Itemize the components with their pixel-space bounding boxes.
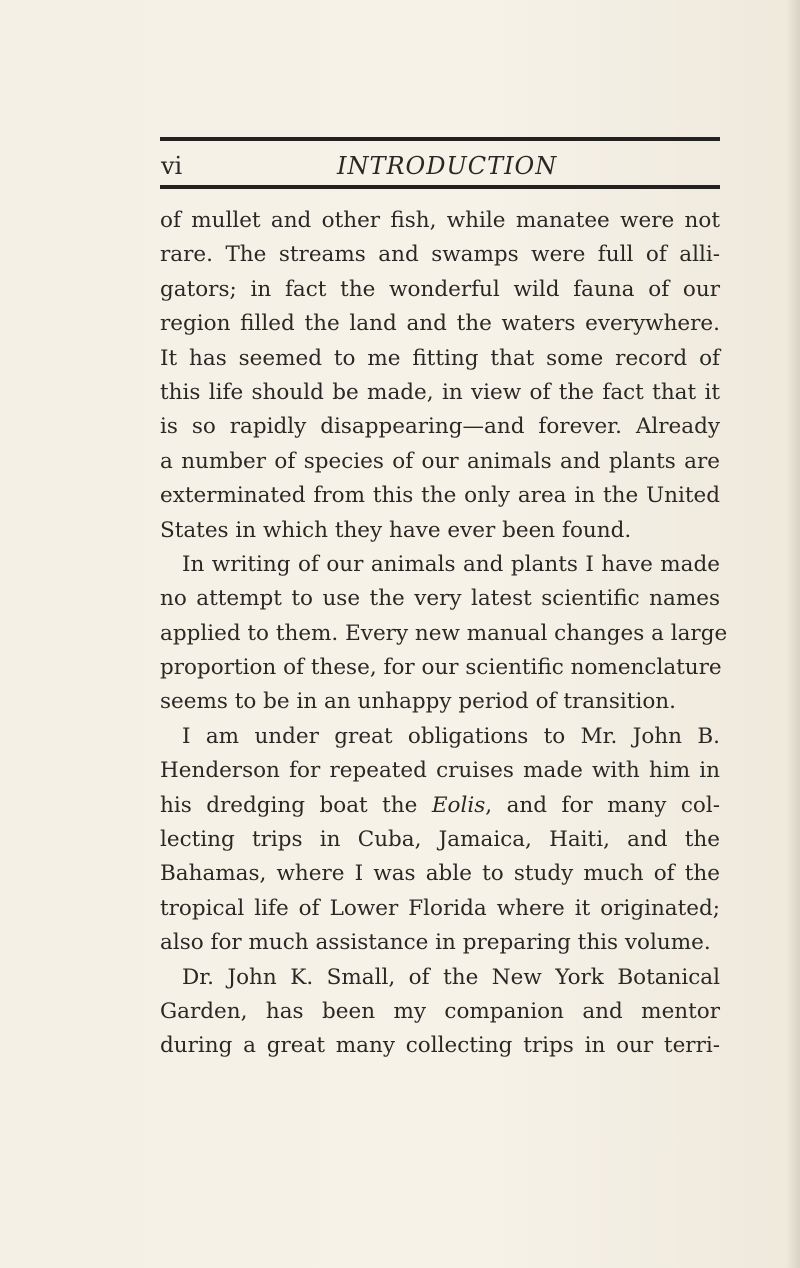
text-line: during a great many collecting trips in our terri- [160, 1033, 720, 1059]
text-line: of mullet and other fish, while manatee were not [160, 208, 720, 233]
text-line: seems to be in an unhappy period of transition. [160, 689, 676, 715]
text-line: lecting trips in Cuba, Jamaica, Haiti, and the [160, 827, 720, 853]
text-line-with-italic [160, 789, 720, 823]
text-segment: his dredging boat the [160, 792, 432, 818]
text-line: In writing of our animals and plants I have made [182, 551, 720, 577]
header-top-rule [160, 137, 720, 141]
page-edge-shadow [786, 0, 800, 1268]
body-text [160, 204, 728, 1064]
text-line: gators; in fact the wonderful wild fauna of our [160, 276, 720, 302]
text-line: region filled the land and the waters everywhere. [160, 311, 720, 337]
page-number: vi [161, 152, 183, 180]
text-line: States in which they have ever been found. [160, 517, 632, 543]
text-line: I am under great obligations to Mr. John B. [182, 723, 720, 749]
header-bottom-rule [160, 185, 720, 189]
text-line: proportion of these, for our scientific nomenclature [160, 655, 722, 681]
text-line: Henderson for repeated cruises made with him in [160, 758, 720, 784]
text-line: a number of species of our animals and plants are [160, 448, 720, 474]
text-line: exterminated from this the only area in the United [160, 483, 720, 509]
text-line: It has seemed to me fitting that some record of [160, 345, 720, 371]
running-head: INTRODUCTION [337, 152, 558, 180]
text-line: applied to them. Every new manual changes a large [160, 620, 728, 646]
text-line: Dr. John K. Small, of the New York Botanical [182, 964, 720, 990]
text-line: Bahamas, where I was able to study much of the [160, 861, 720, 887]
text-line: no attempt to use the very latest scientific names [160, 586, 720, 612]
text-line: is so rapidly disappearing—and forever. Already [160, 414, 720, 440]
page-header [160, 143, 720, 183]
text-line: Garden, has been my companion and mentor [160, 998, 720, 1024]
text-line: tropical life of Lower Florida where it originated; [160, 895, 720, 921]
boat-name: Eolis [431, 792, 486, 818]
text-line: rare. The streams and swamps were full of alli- [160, 242, 720, 268]
text-line: also for much assistance in preparing this volume. [160, 930, 711, 956]
text-line: this life should be made, in view of the fact that it [160, 379, 720, 405]
text-segment: , and for many col- [485, 792, 721, 818]
